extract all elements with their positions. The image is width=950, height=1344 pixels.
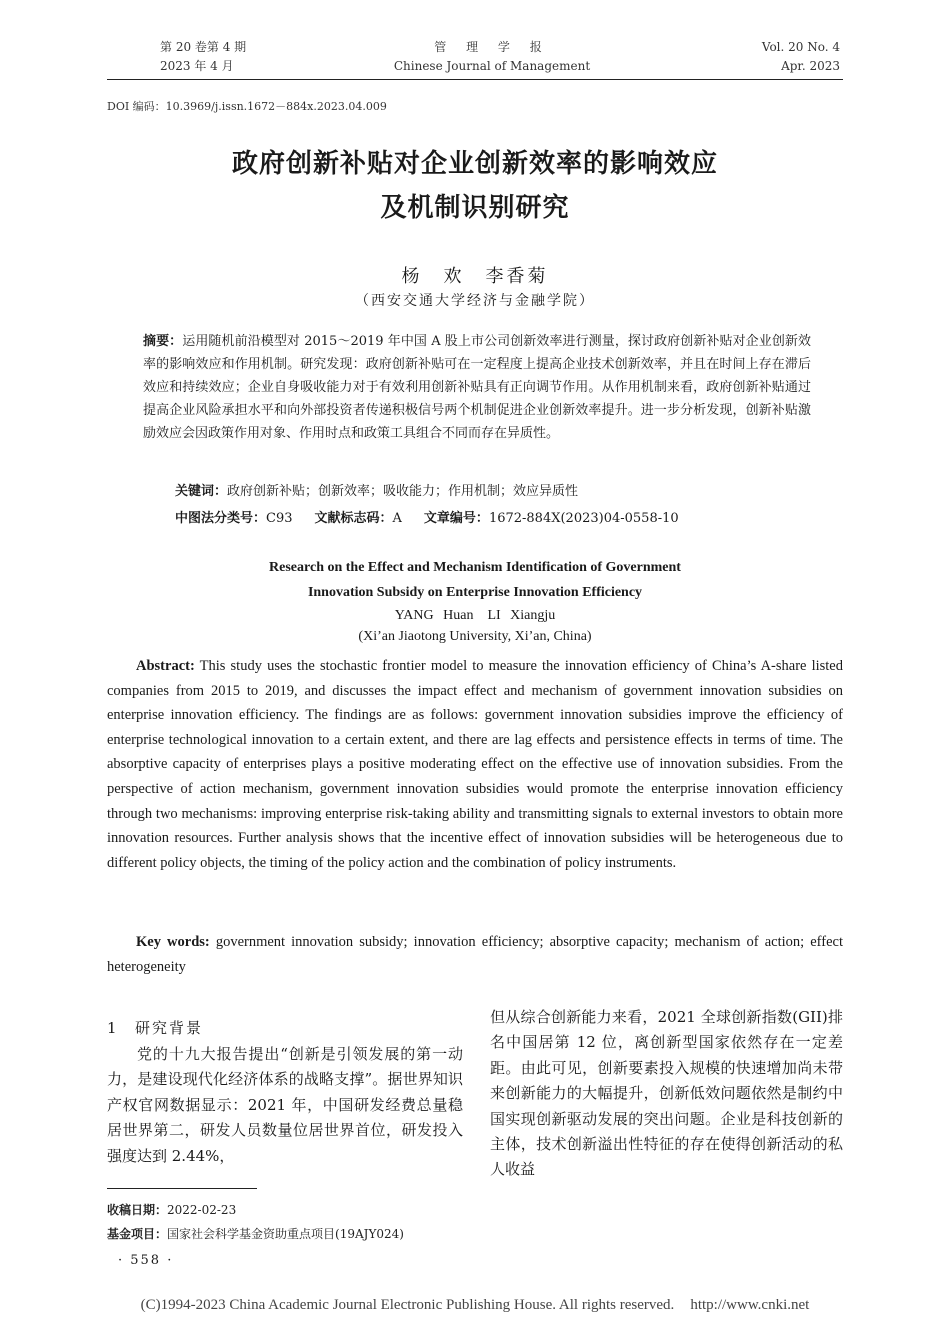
section-number: 1 [107, 1019, 117, 1037]
keywords-cn [175, 480, 578, 499]
keywords-cn-label: 关键词： [175, 484, 228, 499]
header-journal-en: Chinese Journal of Management [393, 59, 591, 73]
fund-value: 国家社会科学基金资助重点项目(19AJY024) [167, 1227, 404, 1241]
doi-line: DOI 编码：10.3969/j.issn.1672－884x.2023.04.009 [107, 100, 387, 113]
abstract-en-text: This study uses the stochastic frontier model to measure the innovation efficiency of China’s A-share listed companies from 2015 to 2019, and discusses the impact effect and mechanism of government innovation subsidies on enterprise innovation efficiency. The findings are as follows: government innovation subsidies improve the efficiency of enterprise technological innovation to a certain extent, and there are lag effects and persistence effects in terms of time. The absorptive capacity of enterprises plays a positive moderating effect on the effective use of innovation subsidies. From the perspective of action mechanism, government innovation subsidies would promote the enterprise innovation efficiency through two mechanisms: improving enterprise risk-taking ability and transmitting signals to external investors to obtain more innovation resources. Further analysis shows that the incentive effect of innovation subsidies will be heterogeneous due to different policy objects, the timing of the policy action and the combination of policy instruments. [107, 658, 843, 871]
keywords-en-text: government innovation subsidy; innovation efficiency; absorptive capacity; mechanism of action; effect heterogeneity [107, 934, 843, 975]
header-volume-issue [160, 38, 300, 76]
authors-en: YANG Huan LI Xiangju [394, 608, 556, 623]
paper-title-cn-line1: 政府创新补贴对企业创新效率的影响效应 [231, 149, 718, 179]
copyright-line [0, 1297, 950, 1314]
body-column-right [490, 1005, 843, 1183]
clc-value: C93 [266, 511, 293, 526]
cnki-link[interactable]: http://www.cnki.net [690, 1297, 810, 1313]
paper-title-cn [107, 142, 843, 230]
received-date: 2022-02-23 [167, 1203, 237, 1217]
paper-title-en [107, 555, 843, 605]
body-paragraph-right: 但从综合创新能力来看，2021 全球创新指数(GII)排名中国居第 12 位，离创新型国家依然存在一定差距。由此可见，创新要素投入规模的快速增加尚未带来创新能力的大幅提升，创新低效问题依然是制约中国实现创新驱动发展的突出问题。企业是科技创新的主体，技术创新溢出性特征的存在使得创新活动的私人收益 [490, 1008, 843, 1179]
footnote-received [107, 1201, 236, 1218]
paper-title-cn-line2: 及机制识别研究 [380, 193, 570, 223]
abstract-cn [143, 330, 811, 445]
section-title: 研究背景 [135, 1019, 204, 1037]
header-volume-en-line: Vol. 20 No. 4 [761, 40, 840, 54]
footnote-rule [107, 1188, 257, 1189]
article-no-value: 1672-884X(2023)04-0558-10 [488, 511, 679, 526]
section-heading [107, 1017, 203, 1038]
keywords-cn-text: 政府创新补贴；创新效率；吸收能力；作用机制；效应异质性 [227, 484, 579, 499]
fund-label: 基金项目： [107, 1227, 168, 1241]
abstract-en [107, 654, 843, 875]
received-label: 收稿日期： [107, 1203, 168, 1217]
body-column-left [107, 1042, 463, 1169]
abstract-cn-label: 摘要： [143, 334, 183, 349]
header-rule [107, 79, 843, 80]
header-date-cn: 2023 年 4 月 [160, 59, 234, 73]
header-journal-name [380, 38, 604, 76]
abstract-cn-text: 运用随机前沿模型对 2015～2019 年中国 A 股上市公司创新效率进行测量，探讨政府创新补贴对企业创新效率的影响效应和作用机制。研究发现：政府创新补贴可在一定程度上提高企业技术创新效率，并且在时间上存在滞后效应和持续效应；企业自身吸收能力对于有效利用创新补贴具有正向调节作用。从作用机制来看，政府创新补贴通过提高企业风险承担水平和向外部投资者传递积极信号两个机制促进企业创新效率提升。进一步分析发现，创新补贴激励效应会因政策作用对象、作用时点和政策工具组合不同而存在异质性。 [143, 334, 811, 441]
header-volume-cn: 第 20 卷第 4 期 [160, 40, 247, 54]
authors-cn: 杨 欢 李香菊 [401, 266, 549, 287]
body-paragraph-left: 党的十九大报告提出“创新是引领发展的第一动力，是建设现代化经济体系的战略支撑”。据世界知识产权官网数据显示：2021 年，中国研发经费总量稳居世界第二，研发人员数量位居世界首位，研发投入强度达到 2.44%， [107, 1045, 463, 1165]
clc-label: 中图法分类号： [175, 511, 267, 526]
keywords-en-label: Key words: [136, 934, 210, 950]
header-date-en: Apr. 2023 [781, 59, 840, 73]
paper-title-en-line1: Research on the Effect and Mechanism Identification of Government [269, 560, 681, 575]
paper-title-en-line2: Innovation Subsidy on Enterprise Innovation Efficiency [307, 585, 643, 600]
header-volume-en [700, 38, 840, 76]
classification-line [175, 507, 679, 526]
doc-code-value: A [392, 511, 402, 526]
abstract-en-label: Abstract: [136, 658, 195, 674]
copyright-text: (C)1994-2023 China Academic Journal Electronic Publishing House. All rights reserved. [140, 1297, 675, 1313]
page-number: · 558 · [118, 1253, 174, 1268]
affiliation-en: (Xi’an Jiaotong University, Xi’an, China) [358, 629, 592, 644]
keywords-en [107, 930, 843, 979]
footnote-fund [107, 1225, 404, 1242]
affiliation-cn: （西安交通大学经济与金融学院） [355, 293, 595, 309]
article-no-label: 文章编号： [423, 511, 489, 526]
doc-code-label: 文献标志码： [314, 511, 393, 526]
header-journal-cn: 管 理 学 报 [434, 40, 550, 54]
